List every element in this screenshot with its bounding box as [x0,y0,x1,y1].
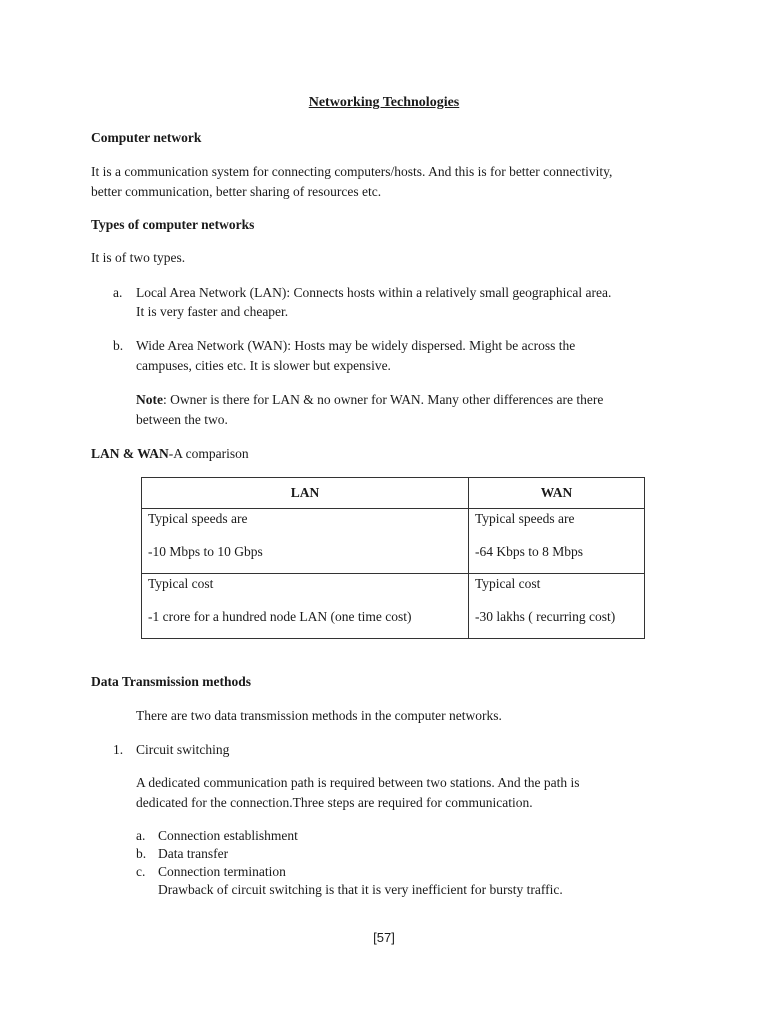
method-description: A dedicated communication path is required between two stations. And the path is [136,775,580,790]
paragraph-line: It is a communication system for connecting computers/hosts. And this is for better connectivity, [91,164,613,179]
cell-label: Typical cost [475,576,541,591]
heading-data-transmission: Data Transmission methods [91,674,252,689]
column-header-wan: WAN [469,478,645,509]
list-item-wan-cont: campuses, cities etc. It is slower but expensive. [136,358,391,373]
list-item-wan: Wide Area Network (WAN): Hosts may be widely dispersed. Might be across the [136,338,576,353]
list-item-lan: Local Area Network (LAN): Connects hosts within a relatively small geographical area. [136,285,612,300]
list-marker: b. [113,338,124,353]
comparison-heading-bold: LAN & WAN [91,446,169,461]
cell-value: -64 Kbps to 8 Mbps [475,544,584,559]
heading-comparison [91,444,249,464]
transmission-intro: There are two data transmission methods in the computer networks. [136,708,502,723]
step-item: Connection establishment [158,828,298,843]
list-marker: b. [136,846,147,861]
heading-types-of-networks: Types of computer networks [91,217,255,232]
drawback-note: Drawback of circuit switching is that it is very inefficient for bursty traffic. [158,882,563,897]
table-cell [469,509,645,574]
note-line-cont: between the two. [136,412,228,427]
note-text: : Owner is there for LAN & no owner for WAN. Many other differences are there [163,392,604,407]
page-number: [57] [373,930,395,945]
cell-label: Typical speeds are [475,511,575,526]
paragraph-line: better communication, better sharing of resources etc. [91,184,382,199]
heading-computer-network: Computer network [91,130,202,145]
list-marker: c. [136,864,146,879]
table-cell [469,574,645,639]
table-header-row [142,478,645,509]
note-line [136,390,603,410]
list-marker: 1. [113,742,124,757]
method-description-cont: dedicated for the connection.Three steps are required for communication. [136,795,533,810]
note-label: Note [136,392,163,407]
document-title: Networking Technologies [308,95,460,110]
table-cell [142,509,469,574]
list-marker: a. [113,285,123,300]
comparison-heading-rest: -A comparison [168,446,249,461]
method-name: Circuit switching [136,742,230,757]
step-item: Connection termination [158,864,286,879]
cell-label: Typical cost [148,576,214,591]
step-item: Data transfer [158,846,229,861]
table-row [142,509,645,574]
cell-value: -1 crore for a hundred node LAN (one time cost) [148,609,412,624]
table-cell [142,574,469,639]
list-item-lan-cont: It is very faster and cheaper. [136,304,289,319]
list-marker: a. [136,828,146,843]
table-row [142,574,645,639]
column-header-lan: LAN [142,478,469,509]
comparison-table [141,477,645,639]
cell-value: -30 lakhs ( recurring cost) [475,609,616,624]
cell-value: -10 Mbps to 10 Gbps [148,544,263,559]
types-intro: It is of two types. [91,250,186,265]
cell-label: Typical speeds are [148,511,248,526]
